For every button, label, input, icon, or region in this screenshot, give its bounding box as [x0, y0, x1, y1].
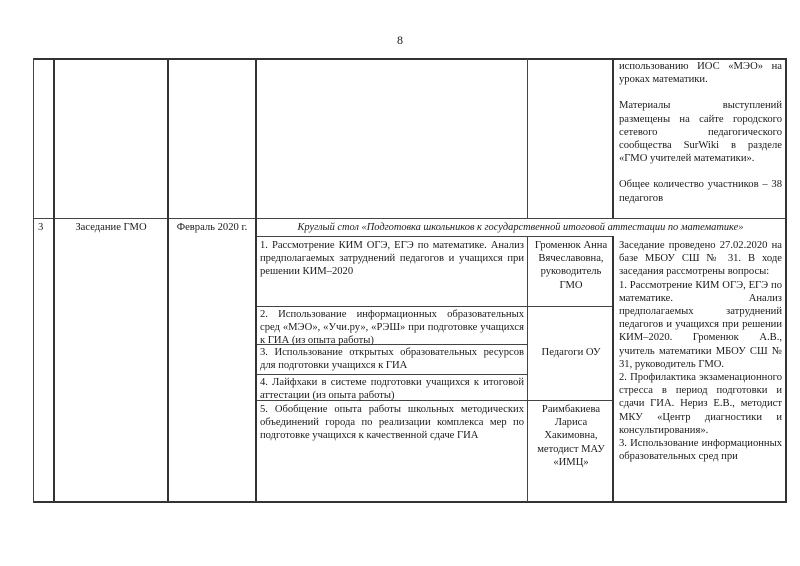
agenda-item-1: 1. Рассмотрение КИМ ОГЭ, ЕГЭ по математике. Анализ предполагаемых затруднений педагогов и учащихся при решении КИМ–2020 — [260, 240, 524, 278]
result-line: 3. Использование информационных образовательных сред при — [619, 438, 782, 463]
col-divider — [612, 58, 614, 218]
col-divider — [527, 58, 528, 218]
result-line: 2. Профилактика экзаменационного стресса в период подготовки и сдачи ГИА. Нериз Е.В., методист МКУ «Центр диагностики и консультирования». — [619, 372, 782, 436]
col-divider — [255, 58, 257, 503]
col-divider — [53, 58, 55, 503]
result-line: 1. Рассмотрение КИМ ОГЭ, ЕГЭ по математике. Анализ предполагаемых затруднений педагогов и учащихся при решении КИМ–2020. Громенюк А.В., учитель математики МБОУ СШ № 31, руководитель ГМО. — [619, 279, 782, 370]
speaker-3: Раимбакиева Лариса Хакимовна, методист МАУ «ИМЦ» — [537, 404, 605, 468]
item-divider — [256, 306, 613, 307]
col-divider — [167, 58, 169, 503]
row-number: 3 — [38, 222, 44, 233]
continuation-result — [619, 60, 782, 205]
speaker-2: Педагоги ОУ — [541, 347, 601, 358]
speaker-1: Громенюк Анна Вячеславовна, руководитель ГМО — [534, 240, 608, 291]
event-type: Заседание ГМО — [75, 222, 147, 233]
col-divider — [527, 236, 528, 502]
agenda-item-3: 3. Использование открытых образовательных ресурсов для подготовки учащихся к ГИА — [260, 347, 524, 372]
col-divider — [612, 236, 614, 502]
subtable-header-divider — [256, 236, 613, 237]
result-paragraph: Материалы выступлений размещены на сайте городского сетевого педагогического сообщества SurWiki в разделе «ГМО учителей математики». — [619, 100, 782, 165]
table-left-border — [33, 58, 34, 503]
meeting-result — [619, 239, 782, 463]
agenda-item-4: 4. Лайфхаки в системе подготовки учащихся к итоговой аттестации (из опыта работы) — [260, 377, 524, 402]
agenda-item-2: 2. Использование информационных образовательных сред «МЭО», «Учи.ру», «РЭШ» при подготовке учащихся к ГИА (из опыта работы) — [260, 309, 524, 347]
topic-header: Круглый стол «Подготовка школьников к государственной итоговой аттестации по математике» — [297, 222, 744, 233]
result-paragraph: Общее количество участников – 38 педагогов — [619, 179, 782, 204]
table-right-border — [785, 58, 787, 503]
item-divider — [256, 374, 528, 375]
agenda-item-5: 5. Обобщение опыта работы школьных методических объединений города по реализации комплекса мер по подготовке учащихся к качественной сдаче ГИА — [260, 404, 524, 442]
page-number: 8 — [397, 33, 403, 47]
result-paragraph: использованию ИОС «МЭО» на уроках математики. — [619, 61, 782, 86]
row-divider — [33, 218, 786, 219]
event-date: Февраль 2020 г. — [176, 222, 248, 233]
table-bottom-border — [33, 501, 786, 503]
result-line: Заседание проведено 27.02.2020 на базе МБОУ СШ № 31. В ходе заседания рассмотрены вопросы: — [619, 240, 782, 278]
